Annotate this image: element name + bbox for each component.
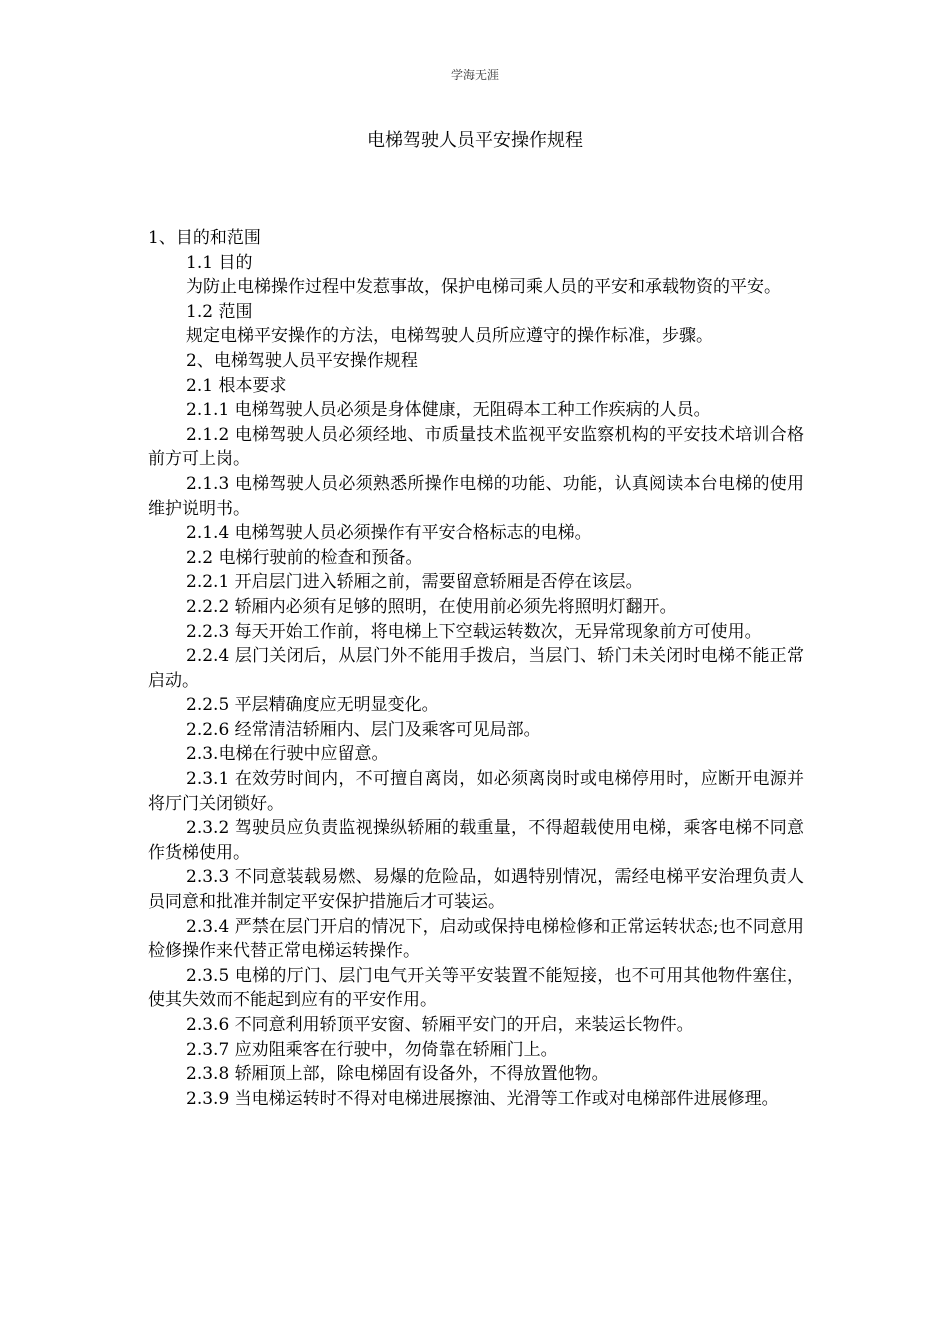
paragraph: 2.3.电梯在行驶中应留意。: [186, 744, 389, 765]
paragraph: 2.3.3 不同意装载易燃、易爆的危险品，如遇特别情况，需经电梯平安治理负责人员同意和批准并制定平安保护措施后才可装运。: [148, 867, 804, 913]
paragraph: 2.2.2 轿厢内必须有足够的照明，在使用前必须先将照明灯翻开。: [186, 596, 677, 617]
paragraph: 2.3.5 电梯的厅门、层门电气开关等平安装置不能短接，也不可用其他物件塞住，使其失效而不能起到应有的平安作用。: [148, 965, 804, 1011]
document-body: [148, 226, 804, 1111]
paragraph: 2.3.4 严禁在层门开启的情况下，启动或保持电梯检修和正常运转状态;也不同意用检修操作来代替正常电梯运转操作。: [148, 916, 804, 962]
paragraph: 规定电梯平安操作的方法，电梯驾驶人员所应遵守的操作标准，步骤。: [186, 326, 713, 347]
page-header: 学海无涯: [450, 68, 499, 82]
paragraph: 2、电梯驾驶人员平安操作规程: [186, 350, 418, 371]
paragraph: 2.3.9 当电梯运转时不得对电梯进展擦油、光滑等工作或对电梯部件进展修理。: [186, 1088, 779, 1109]
paragraph: 2.2.4 层门关闭后，从层门外不能用手拨启，当层门、轿门未关闭时电梯不能正常启动。: [148, 646, 804, 691]
paragraph: 2.2.6 经常清洁轿厢内、层门及乘客可见局部。: [186, 719, 541, 740]
paragraph: 2.2 电梯行驶前的检查和预备。: [186, 547, 423, 568]
paragraph: 1.2 范围: [186, 301, 253, 322]
paragraph: 2.1 根本要求: [186, 375, 287, 396]
document-title: 电梯驾驶人员平安操作规程: [367, 130, 583, 151]
section-heading: 1、目的和范围: [148, 228, 261, 248]
paragraph: 2.2.5 平层精确度应无明显变化。: [186, 695, 439, 716]
paragraph: 2.3.6 不同意利用轿顶平安窗、轿厢平安门的开启，来装运长物件。: [186, 1015, 694, 1035]
paragraph: 2.3.7 应劝阻乘客在行驶中，勿倚靠在轿厢门上。: [186, 1039, 558, 1060]
paragraph: 2.1.2 电梯驾驶人员必须经地、市质量技术监视平安监察机构的平安技术培训合格前方可上岗。: [148, 424, 804, 470]
paragraph: 1.1 目的: [186, 252, 253, 273]
paragraph: 2.3.8 轿厢顶上部，除电梯固有设备外，不得放置他物。: [186, 1064, 609, 1085]
paragraph: 2.1.1 电梯驾驶人员必须是身体健康，无阻碍本工种工作疾病的人员。: [186, 400, 711, 421]
paragraph: 2.1.4 电梯驾驶人员必须操作有平安合格标志的电梯。: [186, 523, 592, 544]
paragraph: 2.2.3 每天开始工作前，将电梯上下空载运转数次，无异常现象前方可使用。: [186, 621, 762, 642]
paragraph: 为防止电梯操作过程中发惹事故，保护电梯司乘人员的平安和承载物资的平安。: [186, 277, 781, 298]
paragraph: 2.3.2 驾驶员应负责监视操纵轿厢的载重量，不得超载使用电梯，乘客电梯不同意作货梯使用。: [148, 818, 804, 863]
paragraph: 2.3.1 在效劳时间内，不可擅自离岗，如必须离岗时或电梯停用时，应断开电源并将厅门关闭锁好。: [148, 769, 804, 814]
paragraph: 2.2.1 开启层门进入轿厢之前，需要留意轿厢是否停在该层。: [186, 572, 643, 593]
paragraph: 2.1.3 电梯驾驶人员必须熟悉所操作电梯的功能、功能，认真阅读本台电梯的使用维护说明书。: [148, 473, 804, 519]
